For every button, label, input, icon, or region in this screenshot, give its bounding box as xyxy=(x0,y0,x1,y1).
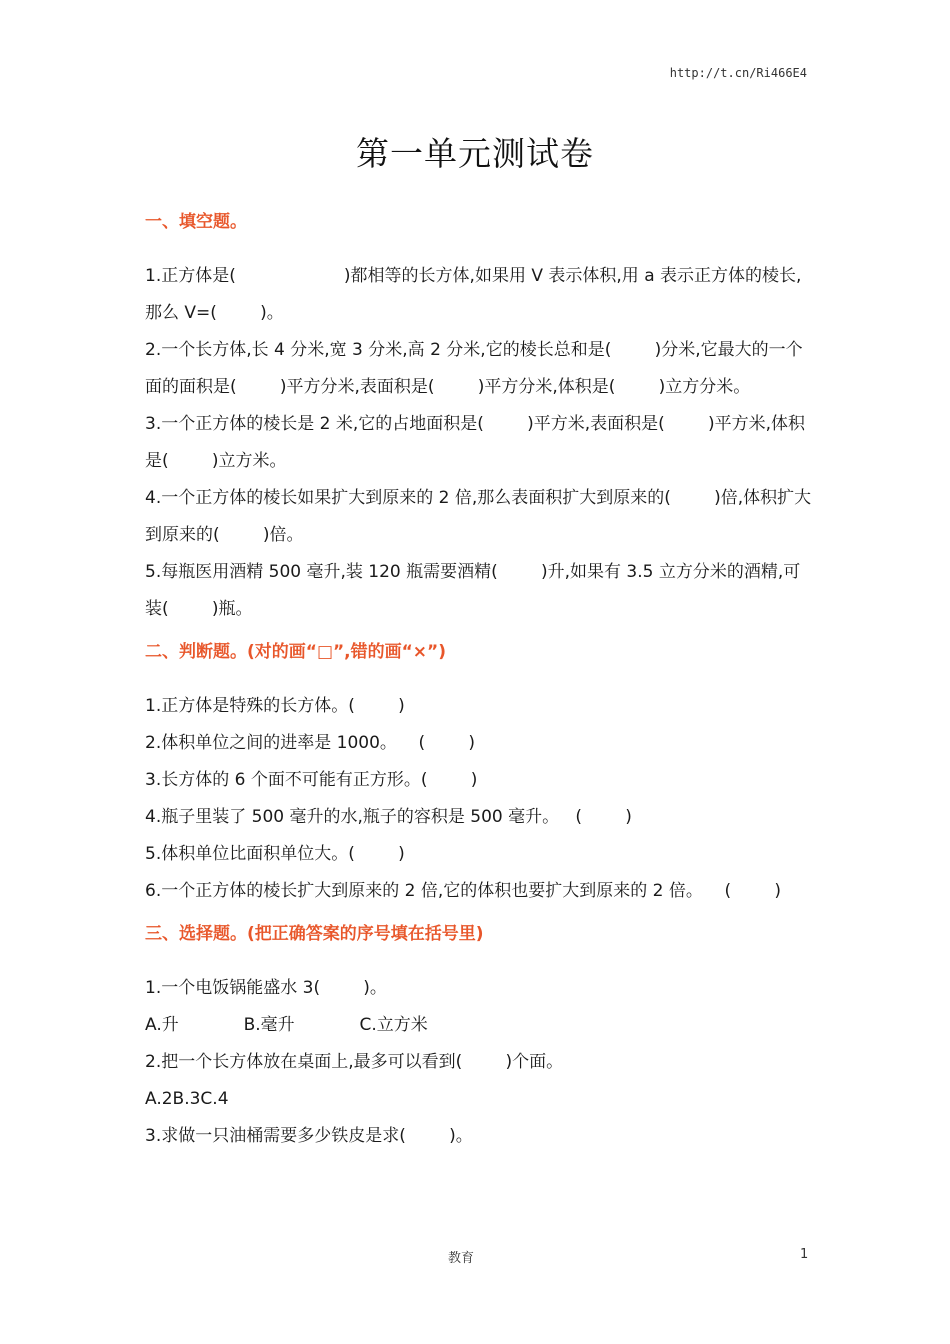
page-title: 第一单元测试卷 xyxy=(356,134,594,173)
section-heading-fill-in: 一、填空题。 xyxy=(145,212,247,232)
header-url: http://t.cn/Ri466E4 xyxy=(669,66,807,80)
question-2-4: 4.瓶子里装了 500 毫升的水,瓶子的容积是 500 毫升。 ( ) xyxy=(145,807,632,827)
page-number: 1 xyxy=(800,1247,809,1262)
question-1-5: 5.每瓶医用酒精 500 毫升,装 120 瓶需要酒精( )升,如果有 3.5 立方分米的酒精,可装( )瓶。 xyxy=(145,562,801,619)
question-2-3: 3.长方体的 6 个面不可能有正方形。( ) xyxy=(145,770,478,790)
question-2-5: 5.体积单位比面积单位大。( ) xyxy=(145,844,405,864)
question-3-2: 2.把一个长方体放在桌面上,最多可以看到( )个面。 xyxy=(145,1052,564,1072)
footer-label: 教育 xyxy=(447,1251,474,1266)
document-body xyxy=(145,208,813,1155)
question-2-6: 6.一个正方体的棱长扩大到原来的 2 倍,它的体积也要扩大到原来的 2 倍。 ( ) xyxy=(145,881,781,901)
question-1-3: 3.一个正方体的棱长是 2 米,它的占地面积是( )平方米,表面积是( )平方米,体积是( )立方米。 xyxy=(145,414,806,471)
question-1-2: 2.一个长方体,长 4 分米,宽 3 分米,高 2 分米,它的棱长总和是( )分米,它最大的一个面的面积是( )平方分米,表面积是( )平方分米,体积是( )立方分米。 xyxy=(145,340,803,397)
question-2-1: 1.正方体是特殊的长方体。( ) xyxy=(145,696,405,716)
section-heading-multiple-choice: 三、选择题。(把正确答案的序号填在括号里) xyxy=(145,924,484,944)
question-1-4: 4.一个正方体的棱长如果扩大到原来的 2 倍,那么表面积扩大到原来的( )倍,体积扩大到原来的( )倍。 xyxy=(145,488,812,545)
question-2-2: 2.体积单位之间的进率是 1000。 ( ) xyxy=(145,733,475,753)
question-3-1: 1.一个电饭锅能盛水 3( )。 xyxy=(145,978,387,998)
section-heading-true-false: 二、判断题。(对的画“□”,错的画“×”) xyxy=(145,642,446,662)
question-1-1: 1.正方体是( )都相等的长方体,如果用 V 表示体积,用 a 表示正方体的棱长,那么 V=( )。 xyxy=(145,266,802,323)
question-3-2-options: A.2B.3C.4 xyxy=(145,1089,229,1109)
question-3-1-options: A.升 B.毫升 C.立方米 xyxy=(145,1015,428,1035)
question-3-3: 3.求做一只油桶需要多少铁皮是求( )。 xyxy=(145,1126,473,1146)
